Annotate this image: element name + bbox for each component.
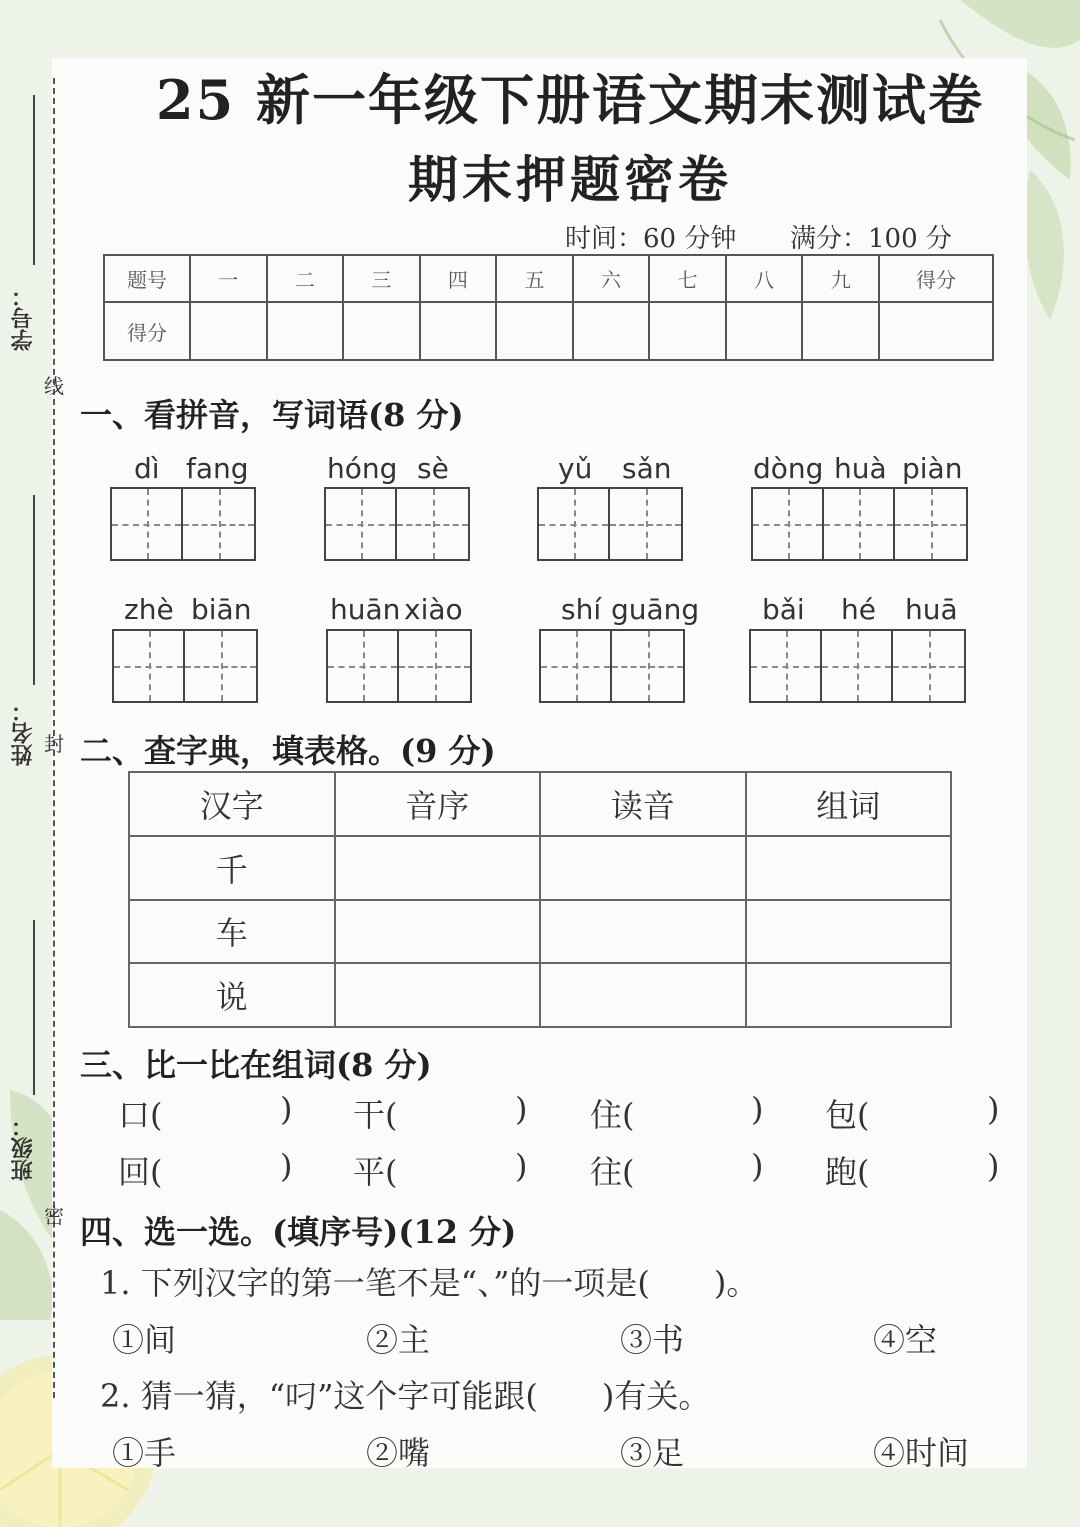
hanzi-cell: 车 xyxy=(129,900,335,964)
cut-mark-seal: 封 xyxy=(44,732,64,756)
student-no-label: 学号： xyxy=(11,285,36,351)
section-4-heading: 四、选一选。(填序号)(12 分) xyxy=(80,1213,517,1251)
pinyin: zhè xyxy=(124,593,174,626)
section-1-heading: 一、看拼音，写词语(8 分) xyxy=(80,396,464,434)
pinyin: hóng xyxy=(327,452,398,485)
option[interactable]: ①手 xyxy=(112,1434,177,1472)
compare-item: 住( xyxy=(590,1096,635,1134)
name-label: 姓名： xyxy=(11,700,36,766)
score-cell: 五 xyxy=(496,255,573,302)
score-cell: 四 xyxy=(420,255,497,302)
cut-mark-line: 线 xyxy=(44,374,64,398)
tianzige-cell[interactable] xyxy=(822,631,893,701)
pinyin: huān xyxy=(330,593,401,626)
pinyin: guāng xyxy=(611,593,700,626)
pinyin: dì xyxy=(134,452,160,485)
pinyin: piàn xyxy=(902,452,963,485)
tianzige-cell[interactable] xyxy=(112,489,183,559)
full-score: 满分：100 分 xyxy=(790,224,952,254)
option[interactable]: ④空 xyxy=(873,1321,938,1359)
tianzige-cell[interactable] xyxy=(753,489,824,559)
tianzige-cell[interactable] xyxy=(183,489,254,559)
tianzige-cell[interactable] xyxy=(326,489,397,559)
compare-close: ) xyxy=(280,1147,293,1185)
class-line xyxy=(33,920,35,1095)
option[interactable]: ③足 xyxy=(620,1434,685,1472)
answer-cell[interactable] xyxy=(335,836,541,900)
pinyin: hé xyxy=(841,593,876,626)
option[interactable]: ①间 xyxy=(112,1321,177,1359)
score-input-cell[interactable] xyxy=(267,302,344,360)
table-row xyxy=(129,900,951,964)
tianzige-box[interactable] xyxy=(324,487,470,561)
tianzige-box[interactable] xyxy=(537,487,683,561)
compare-item: 口( xyxy=(118,1096,163,1134)
tianzige-cell[interactable] xyxy=(328,631,399,701)
pinyin: biān xyxy=(191,593,252,626)
tianzige-box[interactable] xyxy=(112,629,258,703)
column-header: 组词 xyxy=(746,772,952,836)
compare-close: ) xyxy=(987,1090,1000,1128)
tianzige-cell[interactable] xyxy=(895,489,966,559)
compare-item: 平( xyxy=(353,1153,398,1191)
section-2-heading: 二、查字典，填表格。(9 分) xyxy=(80,732,496,770)
answer-cell[interactable] xyxy=(335,963,541,1027)
tianzige-cell[interactable] xyxy=(114,631,185,701)
page-subtitle: 期末押题密卷 xyxy=(408,150,732,209)
answer-cell[interactable] xyxy=(746,900,952,964)
section-3-heading: 三、比一比在组词(8 分) xyxy=(80,1046,432,1084)
pinyin: xiào xyxy=(404,593,463,626)
compare-close: ) xyxy=(515,1090,528,1128)
score-cell: 九 xyxy=(802,255,879,302)
column-header: 音序 xyxy=(335,772,541,836)
tianzige-cell[interactable] xyxy=(539,489,610,559)
tianzige-box[interactable] xyxy=(751,487,968,561)
tianzige-cell[interactable] xyxy=(824,489,895,559)
dictionary-header-row xyxy=(129,772,951,836)
answer-cell[interactable] xyxy=(335,900,541,964)
dictionary-table xyxy=(128,771,952,1028)
pinyin: huà xyxy=(834,452,887,485)
tianzige-cell[interactable] xyxy=(612,631,683,701)
option[interactable]: ②嘴 xyxy=(366,1434,431,1472)
column-header: 汉字 xyxy=(129,772,335,836)
answer-cell[interactable] xyxy=(540,900,746,964)
pinyin: shí xyxy=(561,593,602,626)
compare-item: 回( xyxy=(118,1153,163,1191)
score-cell: 得分 xyxy=(879,255,993,302)
hanzi-cell: 千 xyxy=(129,836,335,900)
column-header: 读音 xyxy=(540,772,746,836)
option[interactable]: ③书 xyxy=(620,1321,685,1359)
option[interactable]: ④时间 xyxy=(873,1434,970,1472)
score-row-label: 得分 xyxy=(104,302,190,360)
compare-close: ) xyxy=(987,1147,1000,1185)
score-table xyxy=(103,254,994,361)
score-cell: 二 xyxy=(267,255,344,302)
score-table-header-row xyxy=(104,255,993,302)
score-cell: 六 xyxy=(573,255,650,302)
score-input-cell[interactable] xyxy=(879,302,993,360)
score-cell: 八 xyxy=(726,255,803,302)
student-no-line xyxy=(33,95,35,265)
answer-cell[interactable] xyxy=(746,836,952,900)
answer-cell[interactable] xyxy=(540,836,746,900)
pinyin: bǎi xyxy=(762,593,805,626)
time-limit: 时间：60 分钟 xyxy=(565,224,737,254)
tianzige-cell[interactable] xyxy=(893,631,964,701)
compare-item: 往( xyxy=(590,1153,635,1191)
score-cell: 一 xyxy=(190,255,267,302)
cut-mark-secret: 密 xyxy=(44,1204,64,1228)
pinyin: dòng xyxy=(753,452,824,485)
score-input-cell[interactable] xyxy=(573,302,650,360)
score-table-score-row xyxy=(104,302,993,360)
score-input-cell[interactable] xyxy=(496,302,573,360)
tianzige-cell[interactable] xyxy=(541,631,612,701)
score-cell: 七 xyxy=(649,255,726,302)
page-title: 25 新一年级下册语文期末测试卷 xyxy=(156,68,984,132)
compare-close: ) xyxy=(751,1147,764,1185)
score-input-cell[interactable] xyxy=(726,302,803,360)
compare-item: 干( xyxy=(353,1096,398,1134)
pinyin: sǎn xyxy=(622,452,672,485)
option[interactable]: ②主 xyxy=(366,1321,431,1359)
compare-close: ) xyxy=(280,1090,293,1128)
compare-item: 跑( xyxy=(825,1153,870,1191)
tianzige-cell[interactable] xyxy=(399,631,470,701)
score-cell: 题号 xyxy=(104,255,190,302)
compare-close: ) xyxy=(515,1147,528,1185)
score-input-cell[interactable] xyxy=(649,302,726,360)
tianzige-cell[interactable] xyxy=(751,631,822,701)
compare-item: 包( xyxy=(825,1096,870,1134)
table-row xyxy=(129,836,951,900)
class-label: 班级： xyxy=(11,1115,36,1181)
answer-cell[interactable] xyxy=(746,963,952,1027)
pinyin: fang xyxy=(186,452,249,485)
score-input-cell[interactable] xyxy=(802,302,879,360)
answer-cell[interactable] xyxy=(540,963,746,1027)
question-2: 2. 猜一猜，“叼”这个字可能跟( )有关。 xyxy=(100,1377,711,1415)
tianzige-cell[interactable] xyxy=(610,489,681,559)
compare-close: ) xyxy=(751,1090,764,1128)
tianzige-cell[interactable] xyxy=(185,631,256,701)
score-cell: 三 xyxy=(343,255,420,302)
tianzige-box[interactable] xyxy=(749,629,966,703)
score-input-cell[interactable] xyxy=(343,302,420,360)
tianzige-cell[interactable] xyxy=(397,489,468,559)
pinyin: huā xyxy=(905,593,958,626)
tianzige-box[interactable] xyxy=(326,629,472,703)
score-input-cell[interactable] xyxy=(190,302,267,360)
score-input-cell[interactable] xyxy=(420,302,497,360)
question-1: 1. 下列汉字的第一笔不是“、”的一项是( )。 xyxy=(100,1264,759,1302)
name-line xyxy=(33,495,35,685)
tianzige-box[interactable] xyxy=(539,629,685,703)
pinyin: sè xyxy=(417,452,449,485)
table-row xyxy=(129,963,951,1027)
tianzige-box[interactable] xyxy=(110,487,256,561)
hanzi-cell: 说 xyxy=(129,963,335,1027)
pinyin: yǔ xyxy=(558,452,593,485)
